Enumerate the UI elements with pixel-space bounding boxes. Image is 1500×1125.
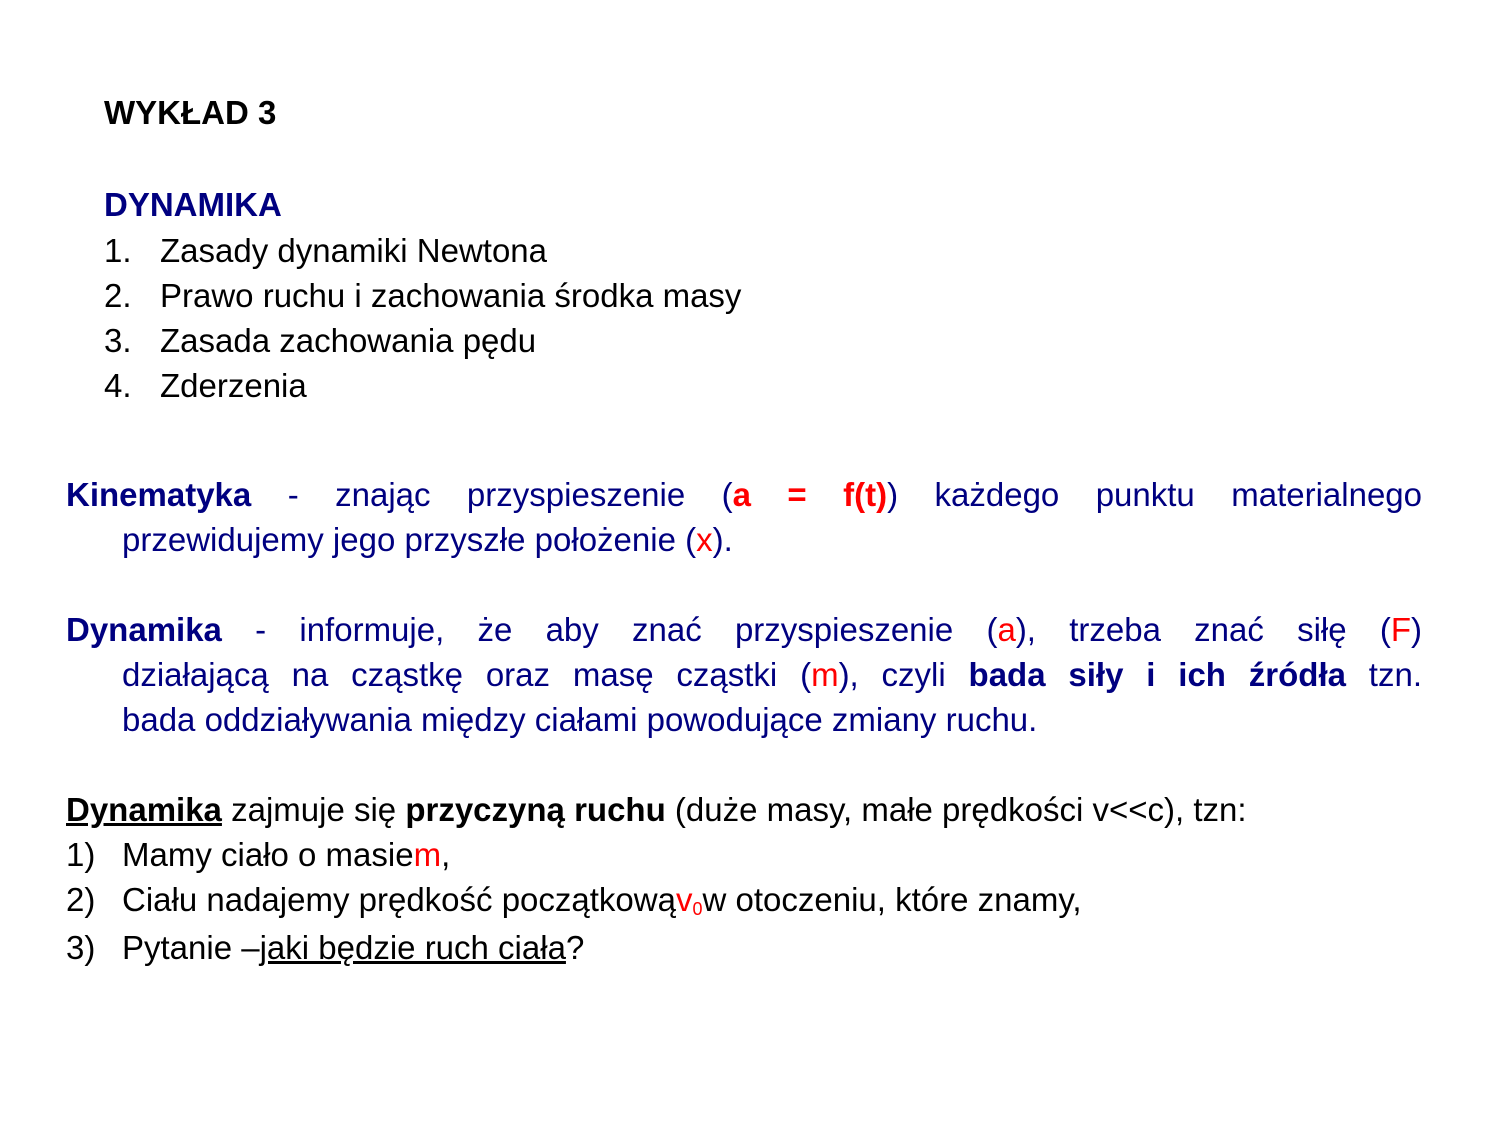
step-item: 3) Pytanie – jaki będzie ruch ciała ? bbox=[66, 922, 1082, 974]
lecture-title: WYKŁAD 3 bbox=[104, 94, 277, 131]
topic-label: Prawo ruchu i zachowania środka masy bbox=[160, 277, 742, 314]
topic-item: 1. Zasady dynamiki Newtona bbox=[104, 228, 741, 273]
variable-v0: $v_0$ bbox=[675, 881, 703, 919]
step-item: 2) Ciału nadajemy prędkość początkową $v_0$ w otoczeniu, które znamy, bbox=[66, 877, 1082, 922]
topic-item: 3. Zasada zachowania pędu bbox=[104, 318, 741, 363]
topic-item: 2. Prawo ruchu i zachowania środka masy bbox=[104, 273, 741, 318]
topic-label: Zderzenia bbox=[160, 367, 307, 404]
dynamics-term: Dynamika bbox=[66, 611, 222, 648]
topic-item: 4. Zderzenia bbox=[104, 363, 741, 408]
variable-m: m bbox=[413, 836, 442, 873]
topic-label: Zasada zachowania pędu bbox=[160, 322, 537, 359]
dynamics-paragraph: Dynamika - informuje, że aby znać przyspieszenie (a), trzeba znać siłę (F) działającą na cząstkę oraz masę cząstki (m), czyli bada siły i ich źródła tzn. bada oddziaływania między ciałami powodujące zmiany ruchu. bbox=[66, 611, 1422, 738]
variable-F: F bbox=[1390, 611, 1411, 648]
step-item: 1) Mamy ciało o masie m , bbox=[66, 832, 1082, 877]
kinematics-paragraph: Kinematyka - znając przyspieszenie (a = f(t)) każdego punktu materialnego przewidujemy jego przyszłe położenie (x). bbox=[66, 476, 1423, 558]
emphasis: przyczyną ruchu bbox=[405, 791, 666, 828]
section-title: DYNAMIKA bbox=[104, 186, 282, 223]
dynamics-term-underlined: Dynamika bbox=[66, 791, 222, 828]
variable-x: x bbox=[696, 521, 713, 558]
kinematics-term: Kinematyka bbox=[66, 476, 252, 513]
question: jaki będzie ruch ciała bbox=[259, 929, 566, 966]
dynamics-cause-line: Dynamika zajmuje się przyczyną ruchu (duże masy, małe prędkości v<<c), tzn: bbox=[66, 791, 1247, 828]
variable-a: a bbox=[997, 611, 1016, 648]
topics-list bbox=[104, 228, 741, 408]
topic-label: Zasady dynamiki Newtona bbox=[160, 232, 548, 269]
variable-m: m bbox=[811, 656, 839, 693]
emphasis: bada siły i ich źródła bbox=[968, 656, 1346, 693]
steps-list bbox=[66, 832, 1082, 974]
formula: a = f(t) bbox=[732, 476, 888, 513]
